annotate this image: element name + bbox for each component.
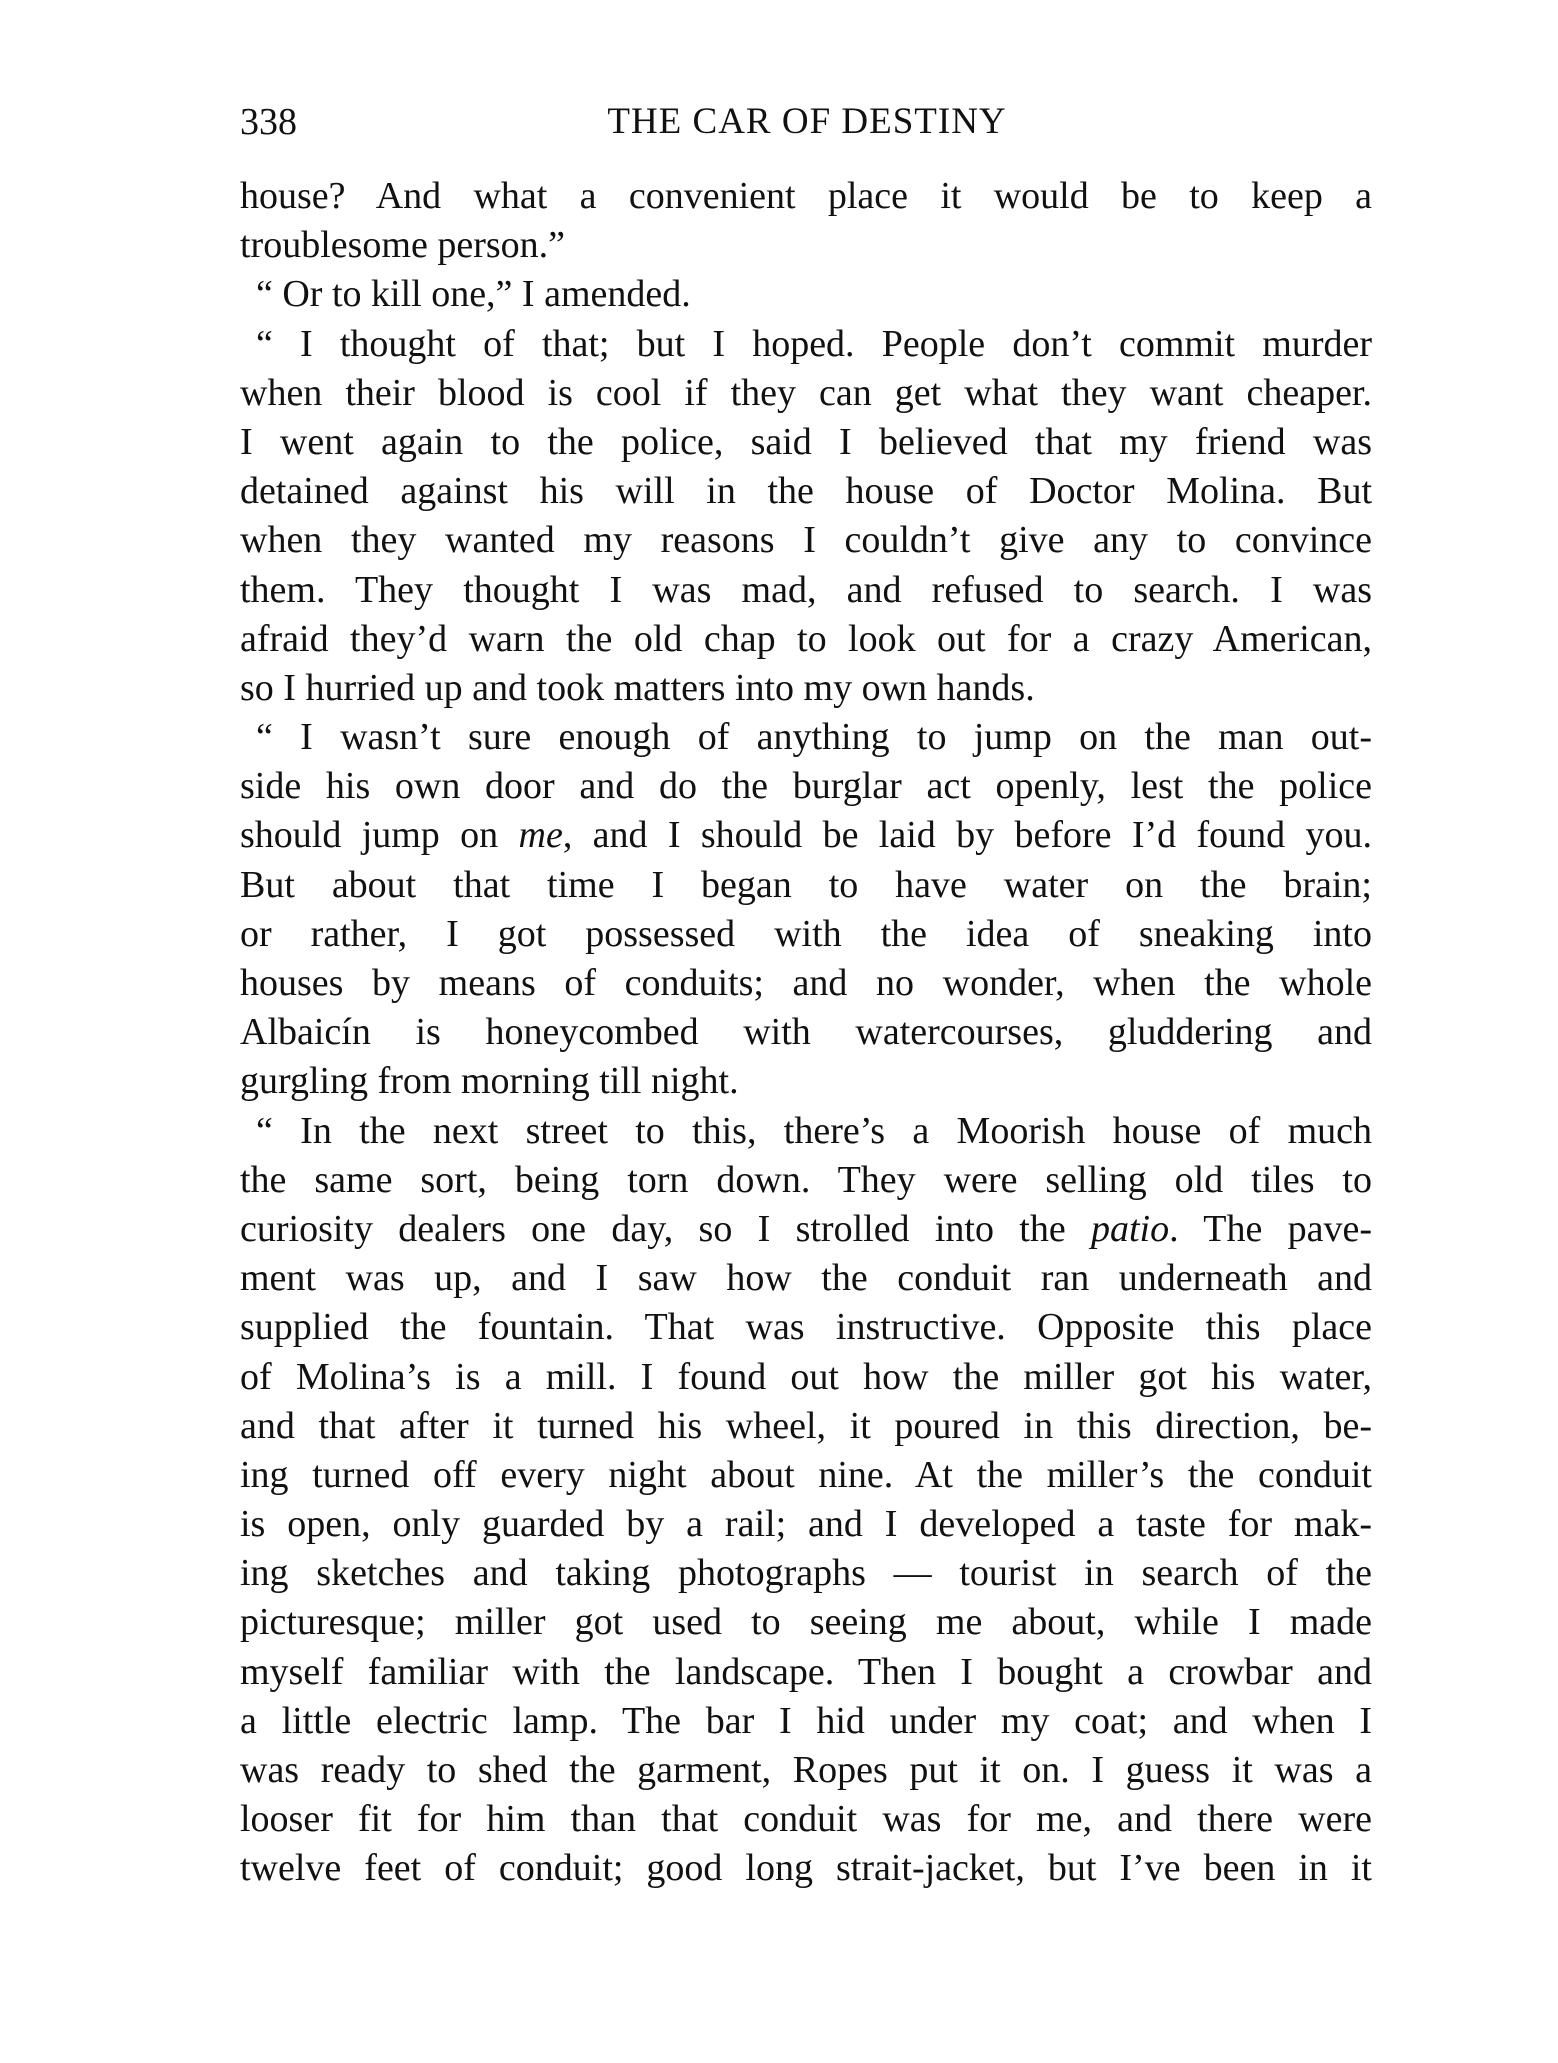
italic-text: me xyxy=(518,814,563,857)
body-text xyxy=(240,172,1372,1894)
text-line xyxy=(240,467,1372,516)
text-segment: when they wanted my reasons I couldn’t give any to convince xyxy=(240,519,1372,562)
text-segment: or rather, I got possessed with the idea of sneaking into xyxy=(240,912,1372,955)
text-line xyxy=(240,516,1372,565)
text-segment: supplied the fountain. That was instructive. Opposite this place xyxy=(240,1306,1372,1349)
text-segment: myself familiar with the landscape. Then I bought a crowbar and xyxy=(240,1650,1372,1693)
text-segment: ment was up, and I saw how the conduit ran underneath and xyxy=(240,1257,1372,1300)
text-segment: Albaicín is honeycombed with watercourses, gluddering and xyxy=(240,1011,1372,1054)
text-line xyxy=(240,1402,1372,1451)
text-segment: twelve feet of conduit; good long strait-jacket, but I’ve been in it xyxy=(240,1847,1372,1890)
text-segment: troublesome person.” xyxy=(240,224,566,267)
text-line xyxy=(240,615,1372,664)
text-line xyxy=(240,1549,1372,1598)
text-segment: when their blood is cool if they can get what they want cheaper. xyxy=(240,371,1372,414)
text-segment: “ In the next street to this, there’s a Moorish house of much xyxy=(256,1109,1372,1152)
text-line xyxy=(240,811,1372,860)
text-segment: of Molina’s is a mill. I found out how the miller got his water, xyxy=(240,1355,1372,1398)
text-segment: I went again to the police, said I believed that my friend was xyxy=(240,420,1372,463)
text-segment: house? And what a convenient place it would be to keep a xyxy=(240,175,1372,217)
text-segment: the same sort, being torn down. They were selling old tiles to xyxy=(240,1158,1372,1201)
text-segment: ing sketches and taking photographs — tourist in search of the xyxy=(240,1552,1372,1595)
text-line xyxy=(240,1008,1372,1057)
text-segment: gurgling from morning till night. xyxy=(240,1060,739,1103)
text-line xyxy=(240,566,1372,615)
text-line xyxy=(240,1648,1372,1697)
text-line xyxy=(240,221,1372,270)
text-segment: houses by means of conduits; and no wonder, when the whole xyxy=(240,962,1372,1004)
text-line xyxy=(240,320,1372,369)
text-segment: them. They thought I was mad, and refused to search. I was xyxy=(240,568,1372,611)
text-segment: , and I should be laid by before I’d found you. xyxy=(562,814,1372,857)
text-segment: detained against his will in the house of Doctor Molina. But xyxy=(240,470,1372,513)
italic-text: patio xyxy=(1091,1207,1170,1250)
text-line xyxy=(240,1107,1372,1156)
text-segment: “ Or to kill one,” I amended. xyxy=(256,273,691,316)
text-line xyxy=(240,1746,1372,1795)
text-segment: so I hurried up and took matters into my own hands. xyxy=(240,666,1035,709)
text-line xyxy=(240,1254,1372,1303)
text-segment: looser fit for him than that conduit was for me, and there were xyxy=(240,1798,1372,1841)
text-line xyxy=(240,1697,1372,1746)
text-segment: But about that time I began to have water on the brain; xyxy=(240,863,1372,906)
text-line xyxy=(240,1156,1372,1205)
text-line xyxy=(240,418,1372,467)
running-title: THE CAR OF DESTINY xyxy=(607,101,1007,142)
text-segment: was ready to shed the garment, Ropes put it on. I guess it was a xyxy=(240,1749,1372,1791)
text-segment: curiosity dealers one day, so I strolled into the xyxy=(240,1207,1091,1250)
text-line xyxy=(240,762,1372,811)
text-line xyxy=(240,270,1372,319)
page-number: 338 xyxy=(240,101,297,143)
text-line xyxy=(240,1303,1372,1352)
text-line xyxy=(240,959,1372,1008)
text-line xyxy=(240,1795,1372,1844)
text-line xyxy=(240,1500,1372,1549)
text-line xyxy=(240,861,1372,910)
text-line xyxy=(240,1598,1372,1647)
text-segment: side his own door and do the burglar act openly, lest the police xyxy=(240,765,1372,808)
text-line xyxy=(240,1451,1372,1500)
text-line xyxy=(240,172,1372,221)
text-segment: is open, only guarded by a rail; and I developed a taste for mak- xyxy=(240,1503,1372,1546)
text-line xyxy=(240,369,1372,418)
text-segment: afraid they’d warn the old chap to look out for a crazy American, xyxy=(240,617,1372,660)
text-line xyxy=(240,713,1372,762)
text-segment: “ I thought of that; but I hoped. People don’t commit murder xyxy=(256,322,1372,365)
text-line xyxy=(240,1353,1372,1402)
text-line xyxy=(240,1057,1372,1106)
text-segment: should jump on xyxy=(240,814,519,857)
text-line xyxy=(240,1205,1372,1254)
text-line xyxy=(240,910,1372,959)
text-segment: “ I wasn’t sure enough of anything to jump on the man out- xyxy=(256,716,1372,759)
text-segment: ing turned off every night about nine. At the miller’s the conduit xyxy=(240,1453,1372,1496)
text-segment: and that after it turned his wheel, it poured in this direction, be- xyxy=(240,1404,1372,1447)
text-line xyxy=(240,664,1372,713)
text-line xyxy=(240,1844,1372,1893)
text-segment: . The pave- xyxy=(1169,1207,1372,1250)
text-segment: a little electric lamp. The bar I hid under my coat; and when I xyxy=(240,1699,1372,1742)
text-segment: picturesque; miller got used to seeing me about, while I made xyxy=(240,1601,1372,1644)
